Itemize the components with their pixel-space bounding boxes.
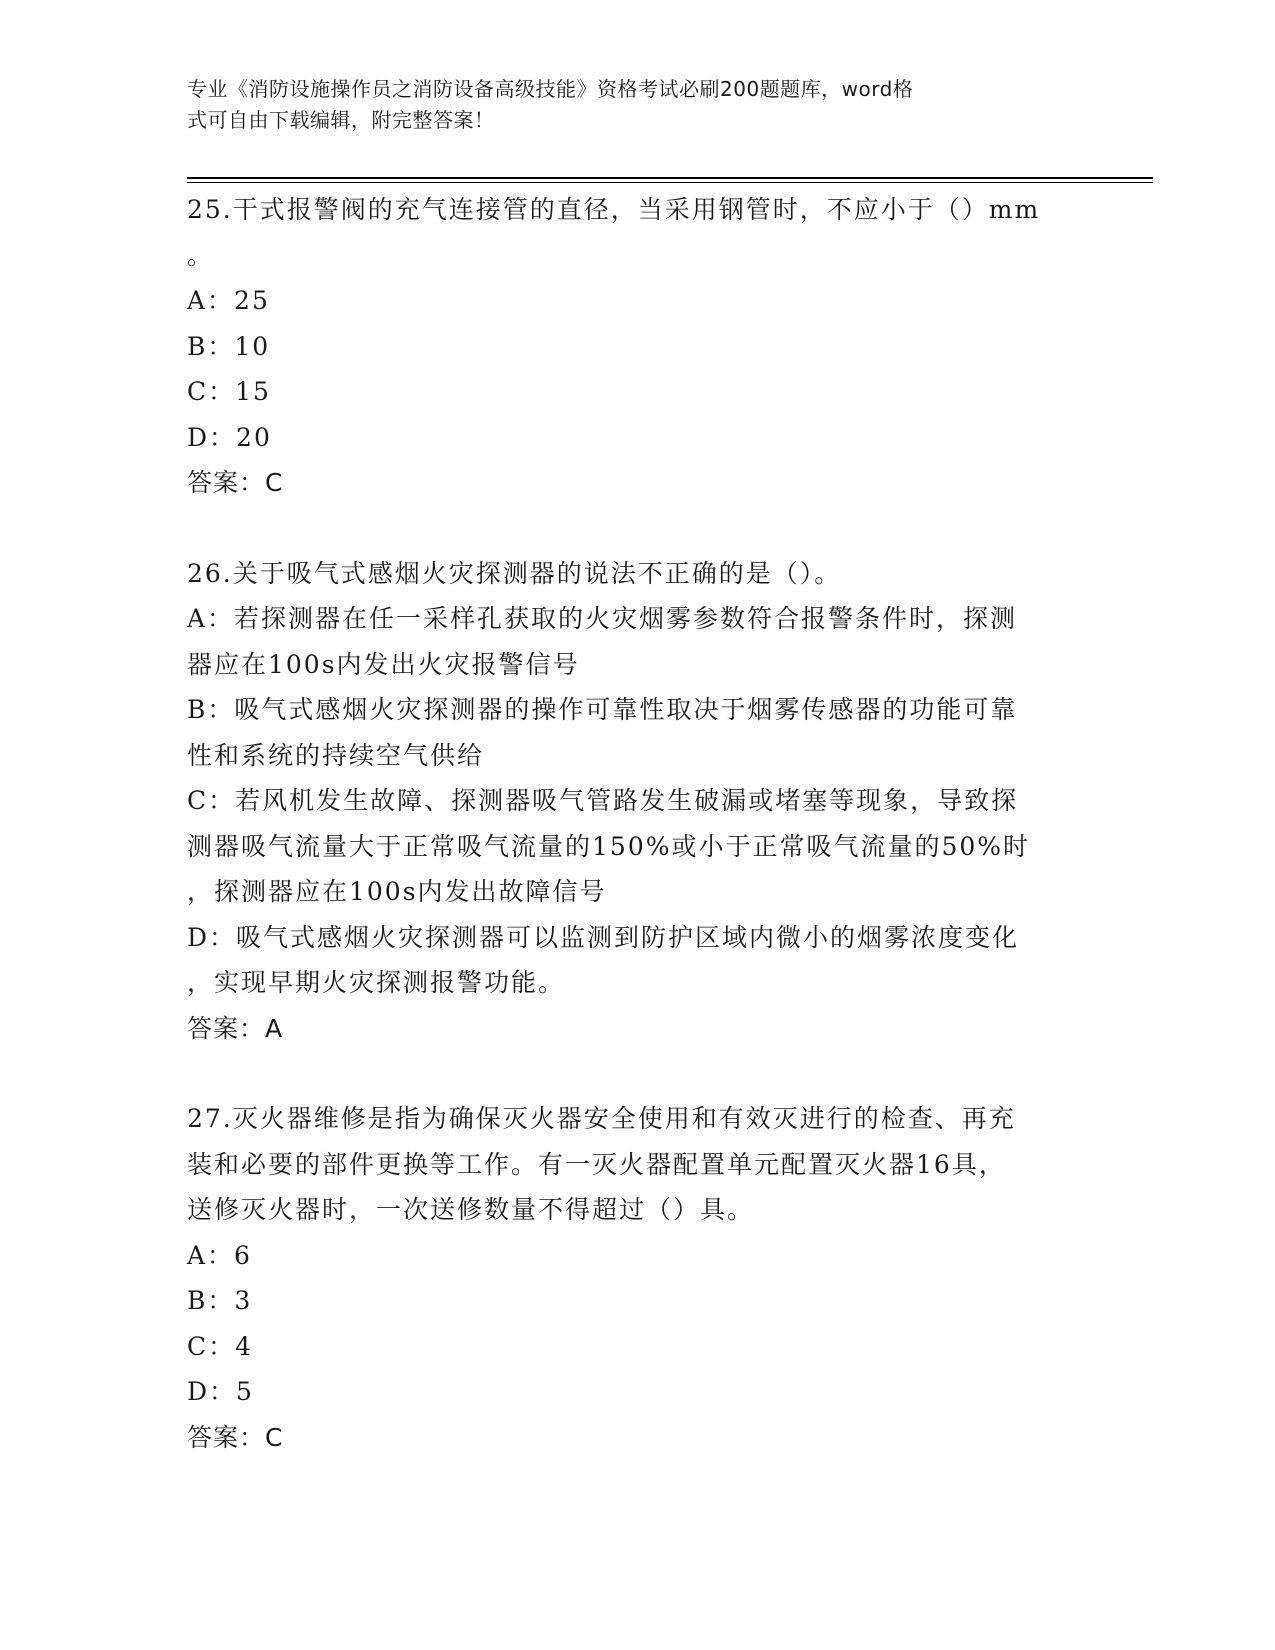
question-list xyxy=(187,187,1079,1460)
question-stem-line: 27.灭火器维修是指为确保灭火器安全使用和有效灭进行的检查、再充 xyxy=(187,1104,1016,1133)
question-stem-line: 25.干式报警阀的充气连接管的直径，当采用钢管时，不应小于（）mm xyxy=(187,195,1041,224)
option-a: A：25 xyxy=(187,286,270,315)
option-c: C：15 xyxy=(187,377,271,406)
header-line: 专业《消防设施操作员之消防设备高级技能》资格考试必刷200题题库，word格 xyxy=(187,77,914,101)
answer-line: 答案：C xyxy=(187,1422,284,1452)
option-c-cont: 测器吸气流量大于正常吸气流量的150%或小于正常吸气流量的50%时 xyxy=(187,831,1031,861)
option-a: A：6 xyxy=(187,1240,252,1270)
question-27 xyxy=(187,1096,1079,1460)
option-d-cont: ，实现早期火灾探测报警功能。 xyxy=(187,968,566,997)
option-b: B：10 xyxy=(187,331,271,361)
question-stem-line: 送修灭火器时，一次送修数量不得超过（）具。 xyxy=(187,1195,755,1224)
header-divider-thick xyxy=(187,177,1153,179)
option-d: D：5 xyxy=(187,1377,254,1406)
question-stem-line: 26.关于吸气式感烟火灾探测器的说法不正确的是（）。 xyxy=(187,558,842,588)
option-d: D：20 xyxy=(187,422,272,452)
answer-line: 答案：C xyxy=(187,468,284,497)
question-25 xyxy=(187,187,1079,506)
option-a-cont: 器应在100s内发出火灾报警信号 xyxy=(187,649,580,679)
option-b: B：吸气式感烟火灾探测器的操作可靠性取决于烟雾传感器的功能可靠 xyxy=(187,695,1018,724)
option-b: B：3 xyxy=(187,1286,253,1315)
document-header xyxy=(187,74,1067,136)
option-b-cont: 性和系统的持续空气供给 xyxy=(187,740,485,770)
option-c: C：若风机发生故障、探测器吸气管路发生破漏或堵塞等现象，导致探 xyxy=(187,786,1019,815)
question-stem-line: 。 xyxy=(187,240,215,270)
answer-line: 答案：A xyxy=(187,1013,284,1043)
option-d: D：吸气式感烟火灾探测器可以监测到防护区域内微小的烟雾浓度变化 xyxy=(187,922,1020,952)
option-c: C：4 xyxy=(187,1331,254,1361)
header-line: 式可自由下载编辑，附完整答案！ xyxy=(187,108,495,132)
header-divider-thin xyxy=(187,182,1153,183)
question-26 xyxy=(187,551,1079,1052)
question-stem-line: 装和必要的部件更换等工作。有一灭火器配置单元配置灭火器16具， xyxy=(187,1149,1006,1179)
option-a: A：若探测器在任一采样孔获取的火灾烟雾参数符合报警条件时，探测 xyxy=(187,604,1018,633)
option-c-cont: ，探测器应在100s内发出故障信号 xyxy=(187,877,607,906)
